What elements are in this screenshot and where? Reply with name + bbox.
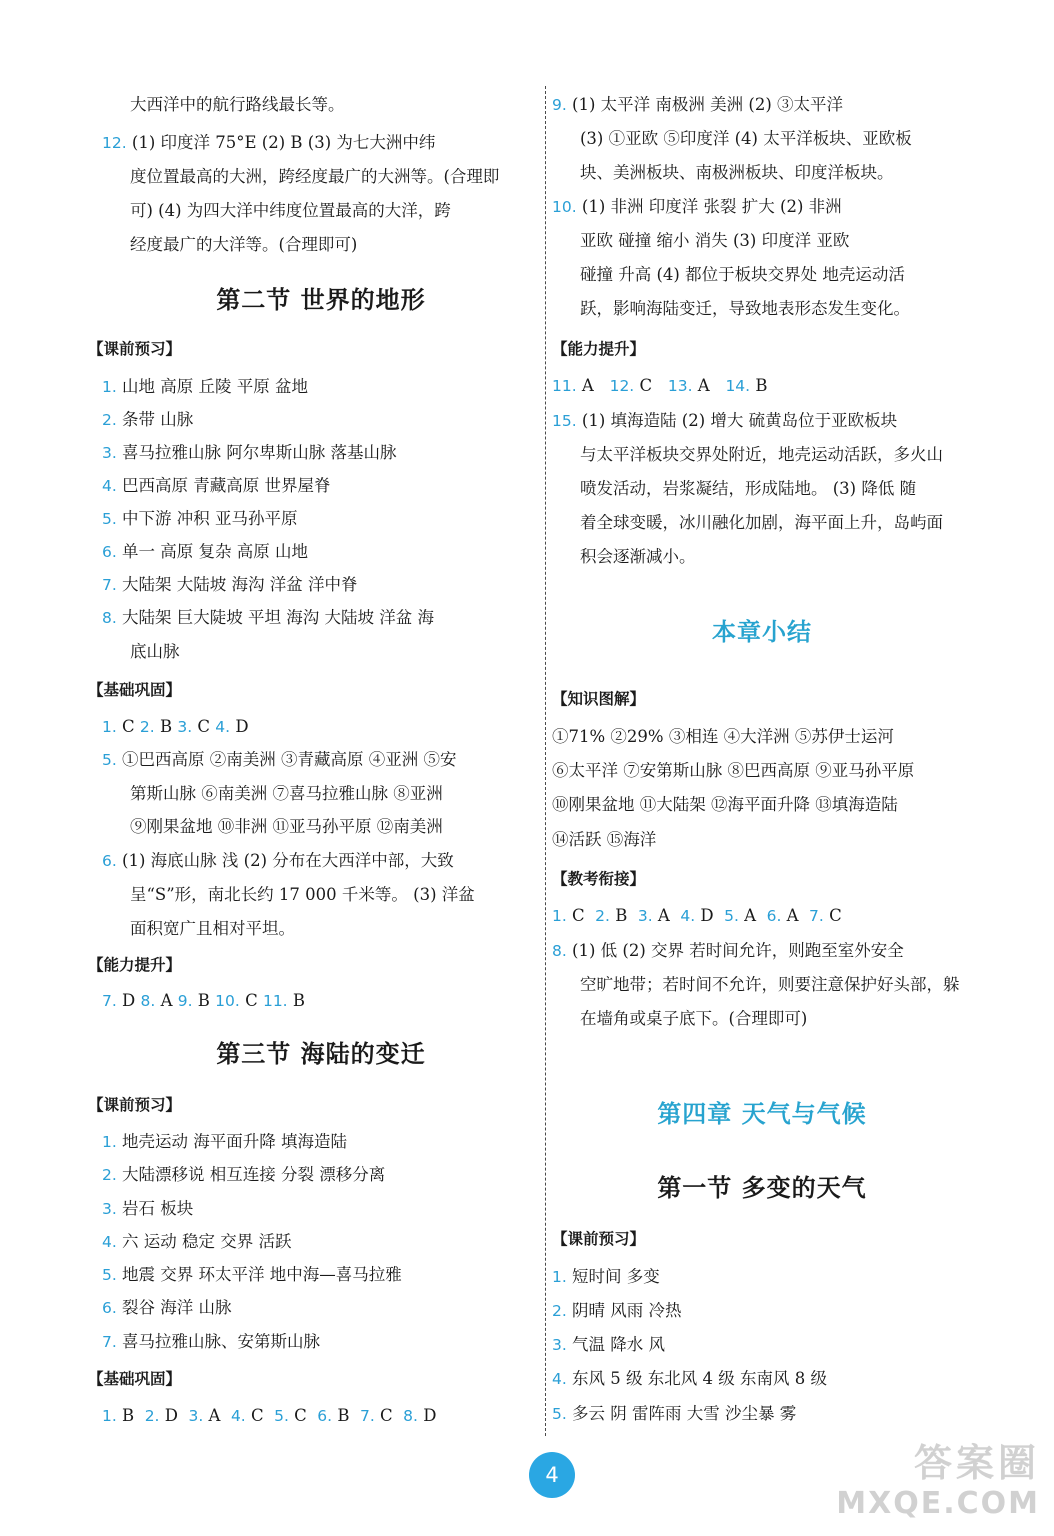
section-title: 第一节 多变的天气	[657, 1174, 867, 1202]
list-item: 6. 裂谷 海洋 山脉	[102, 1298, 232, 1317]
watermark-text: 答案圈	[913, 1441, 1040, 1485]
list-item: 4. 六 运动 稳定 交界 活跃	[102, 1232, 292, 1251]
list-item: 5. 多云 阴 雷阵雨 大雪 沙尘暴 雾	[552, 1404, 797, 1423]
section-title: 第三节 海陆的变迁	[216, 1040, 426, 1068]
subsection-tag: 【课前预习】	[552, 1230, 646, 1248]
column-divider	[545, 86, 546, 1436]
answer-line: (3) ①亚欧 ⑤印度洋 (4) 太平洋板块、亚欧板	[580, 129, 912, 148]
answer-line: 度位置最高的大洲，跨经度最广的大洲等。(合理即	[130, 167, 500, 186]
list-item: 3. 岩石 板块	[102, 1199, 194, 1218]
answer-line: 与太平洋板块交界处附近，地壳运动活跃，多火山	[580, 445, 943, 464]
list-item: 4. 东风 5 级 东北风 4 级 东南风 8 级	[552, 1369, 827, 1388]
list-item: 9. (1) 太平洋 南极洲 美洲 (2) ③太平洋	[552, 95, 844, 114]
answer-line: 着全球变暖，冰川融化加剧，海平面上升，岛屿面	[580, 513, 943, 532]
list-item: 3. 喜马拉雅山脉 阿尔卑斯山脉 落基山脉	[102, 443, 397, 462]
answer-line: 亚欧 碰撞 缩小 消失 (3) 印度洋 亚欧	[580, 231, 850, 250]
list-item: 5. 中下游 冲积 亚马孙平原	[102, 509, 298, 528]
answer-12: 12. (1) 印度洋 75°E (2) B (3) 为七大洲中纬	[102, 133, 436, 152]
list-item: 5. ①巴西高原 ②南美洲 ③青藏高原 ④亚洲 ⑤安	[102, 750, 457, 769]
answer-line: 在墙角或桌子底下。(合理即可)	[580, 1009, 808, 1028]
answer-line: ⑥太平洋 ⑦安第斯山脉 ⑧巴西高原 ⑨亚马孙平原	[552, 761, 915, 780]
answer-line: ⑭活跃 ⑮海洋	[552, 830, 657, 849]
subsection-tag: 【课前预习】	[88, 340, 182, 358]
list-item: 5. 地震 交界 环太平洋 地中海—喜马拉雅	[102, 1265, 402, 1284]
list-item: 3. 气温 降水 风	[552, 1335, 666, 1354]
answer-line: 呈“S”形，南北长约 17 000 千米等。 (3) 洋盆	[130, 885, 475, 904]
answer-line: ①71% ②29% ③相连 ④大洋洲 ⑤苏伊士运河	[552, 727, 894, 746]
answer-line: 面积宽广且相对平坦。	[130, 919, 295, 938]
list-item: 11. A 12. C 13. A 14. B	[552, 376, 768, 395]
list-item: 7. D 8. A 9. B 10. C 11. B	[102, 991, 305, 1010]
watermark-url: MXQE.COM	[836, 1486, 1040, 1521]
list-item: 4. 巴西高原 青藏高原 世界屋脊	[102, 476, 331, 495]
chapter-title: 第四章 天气与气候	[657, 1100, 867, 1128]
list-item: 15. (1) 填海造陆 (2) 增大 硫黄岛位于亚欧板块	[552, 411, 898, 430]
watermark-logo	[830, 1440, 1040, 1530]
section-title: 第二节 世界的地形	[216, 286, 426, 314]
list-item: 7. 大陆架 大陆坡 海沟 洋盆 洋中脊	[102, 575, 358, 594]
answer-line: 积会逐渐减小。	[580, 547, 696, 566]
answer-line: 碰撞 升高 (4) 都位于板块交界处 地壳运动活	[580, 265, 905, 284]
list-item: 1. 短时间 多变	[552, 1267, 660, 1286]
subsection-tag: 【知识图解】	[552, 690, 646, 708]
subsection-tag: 【能力提升】	[88, 956, 182, 974]
answer-line: 喷发活动，岩浆凝结，形成陆地。 (3) 降低 随	[580, 479, 917, 498]
list-item: 10. (1) 非洲 印度洋 张裂 扩大 (2) 非洲	[552, 197, 842, 216]
list-item: 1. 山地 高原 丘陵 平原 盆地	[102, 377, 309, 396]
list-item: 2. 大陆漂移说 相互连接 分裂 漂移分离	[102, 1165, 386, 1184]
answer-line: 第斯山脉 ⑥南美洲 ⑦喜马拉雅山脉 ⑧亚洲	[130, 784, 443, 803]
list-item: 1. B 2. D 3. A 4. C 5. C 6. B 7. C 8. D	[102, 1406, 437, 1425]
list-item: 2. 阴晴 风雨 冷热	[552, 1301, 682, 1320]
summary-title: 本章小结	[712, 618, 812, 646]
list-item: 6. 单一 高原 复杂 高原 山地	[102, 542, 309, 561]
list-item: 7. 喜马拉雅山脉、安第斯山脉	[102, 1332, 321, 1351]
list-item: 8. (1) 低 (2) 交界 若时间允许，则跑至室外安全	[552, 941, 904, 960]
list-item: 1. C 2. B 3. C 4. D	[102, 717, 249, 736]
answer-line: 空旷地带；若时间不允许，则要注意保护好头部，躲	[580, 975, 960, 994]
list-item: 1. 地壳运动 海平面升降 填海造陆	[102, 1132, 348, 1151]
list-item: 1. C 2. B 3. A 4. D 5. A 6. A 7. C	[552, 906, 842, 925]
answer-line: 经度最广的大洋等。(合理即可)	[130, 235, 358, 254]
answer-line: 大西洋中的航行路线最长等。	[130, 95, 345, 114]
answer-line: ⑨刚果盆地 ⑩非洲 ⑪亚马孙平原 ⑫南美洲	[130, 817, 443, 836]
subsection-tag: 【能力提升】	[552, 340, 646, 358]
subsection-tag: 【基础巩固】	[88, 681, 182, 699]
answer-line: 跃，影响海陆变迁，导致地表形态发生变化。	[580, 299, 910, 318]
answer-line: ⑩刚果盆地 ⑪大陆架 ⑫海平面升降 ⑬填海造陆	[552, 795, 898, 814]
list-item: 8. 大陆架 巨大陡坡 平坦 海沟 大陆坡 洋盆 海	[102, 608, 435, 627]
list-item: 2. 条带 山脉	[102, 410, 194, 429]
answer-line: 底山脉	[130, 642, 180, 661]
page-number: 4	[529, 1452, 575, 1498]
answer-line: 可) (4) 为四大洋中纬度位置最高的大洋，跨	[130, 201, 451, 220]
subsection-tag: 【课前预习】	[88, 1096, 182, 1114]
answer-line: 块、美洲板块、南极洲板块、印度洋板块。	[580, 163, 894, 182]
subsection-tag: 【基础巩固】	[88, 1370, 182, 1388]
question-number: 12.	[102, 134, 127, 152]
subsection-tag: 【教考衔接】	[552, 870, 646, 888]
list-item: 6. (1) 海底山脉 浅 (2) 分布在大西洋中部，大致	[102, 851, 454, 870]
